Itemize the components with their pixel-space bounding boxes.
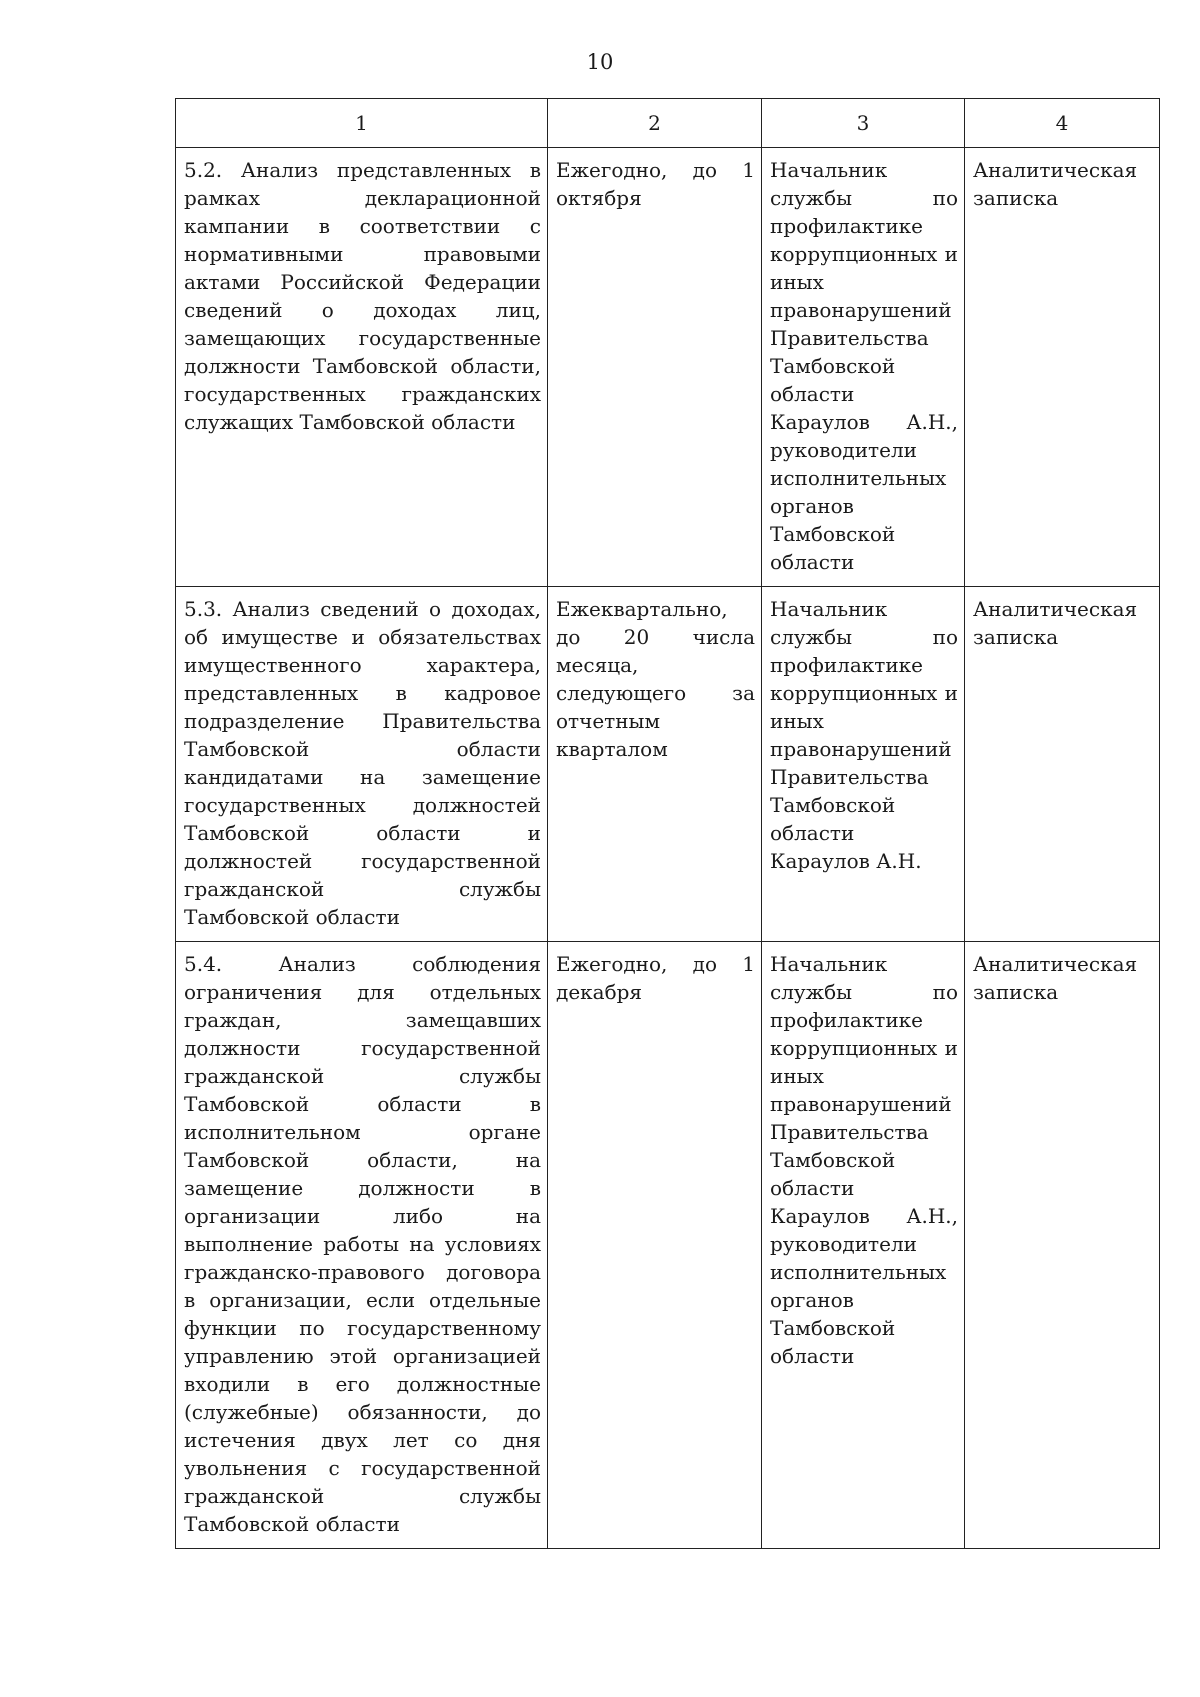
responsible-cell: Начальник службы по профилактике коррупционных и иных правонарушений Правительства Тамбовской области Караулов А.Н., руководители исполнительных органов Тамбовской области [762,942,965,1549]
result-cell: Аналитическая записка [965,587,1160,942]
table-row [176,148,1160,587]
result-cell: Аналитическая записка [965,942,1160,1549]
action-cell: 5.4. Анализ соблюдения ограничения для отдельных граждан, замещавших должности государственной гражданской службы Тамбовской области в исполнительном органе Тамбовской области, на замещение должности в организации либо на выполнение работы на условиях гражданско-правового договора в организации, если отдельные функции по государственному управлению этой организацией входили в его должностные (служебные) обязанности, до истечения двух лет со дня увольнения с государственной гражданской службы Тамбовской области [176,942,548,1549]
table-header-row [176,99,1160,148]
action-cell: 5.3. Анализ сведений о доходах, об имуществе и обязательствах имущественного характера, представленных в кадровое подразделение Правительства Тамбовской области кандидатами на замещение государственных должностей Тамбовской области и должностей государственной гражданской службы Тамбовской области [176,587,548,942]
action-cell: 5.2. Анализ представленных в рамках декларационной кампании в соответствии с нормативными правовыми актами Российской Федерации сведений о доходах лиц, замещающих государственные должности Тамбовской области, государственных гражданских служащих Тамбовской области [176,148,548,587]
column-header: 1 [176,99,548,148]
table-row [176,587,1160,942]
deadline-cell: Ежеквартально, до 20 числа месяца, следующего за отчетным кварталом [548,587,762,942]
deadline-cell: Ежегодно, до 1 декабря [548,942,762,1549]
page-number: 10 [586,50,614,74]
column-header: 3 [762,99,965,148]
column-header: 4 [965,99,1160,148]
responsible-cell: Начальник службы по профилактике коррупционных и иных правонарушений Правительства Тамбовской области Караулов А.Н., руководители исполнительных органов Тамбовской области [762,148,965,587]
table-row [176,942,1160,1549]
action-plan-table [175,98,1160,1549]
column-header: 2 [548,99,762,148]
result-cell: Аналитическая записка [965,148,1160,587]
responsible-cell: Начальник службы по профилактике коррупционных и иных правонарушений Правительства Тамбовской области Караулов А.Н. [762,587,965,942]
deadline-cell: Ежегодно, до 1 октября [548,148,762,587]
